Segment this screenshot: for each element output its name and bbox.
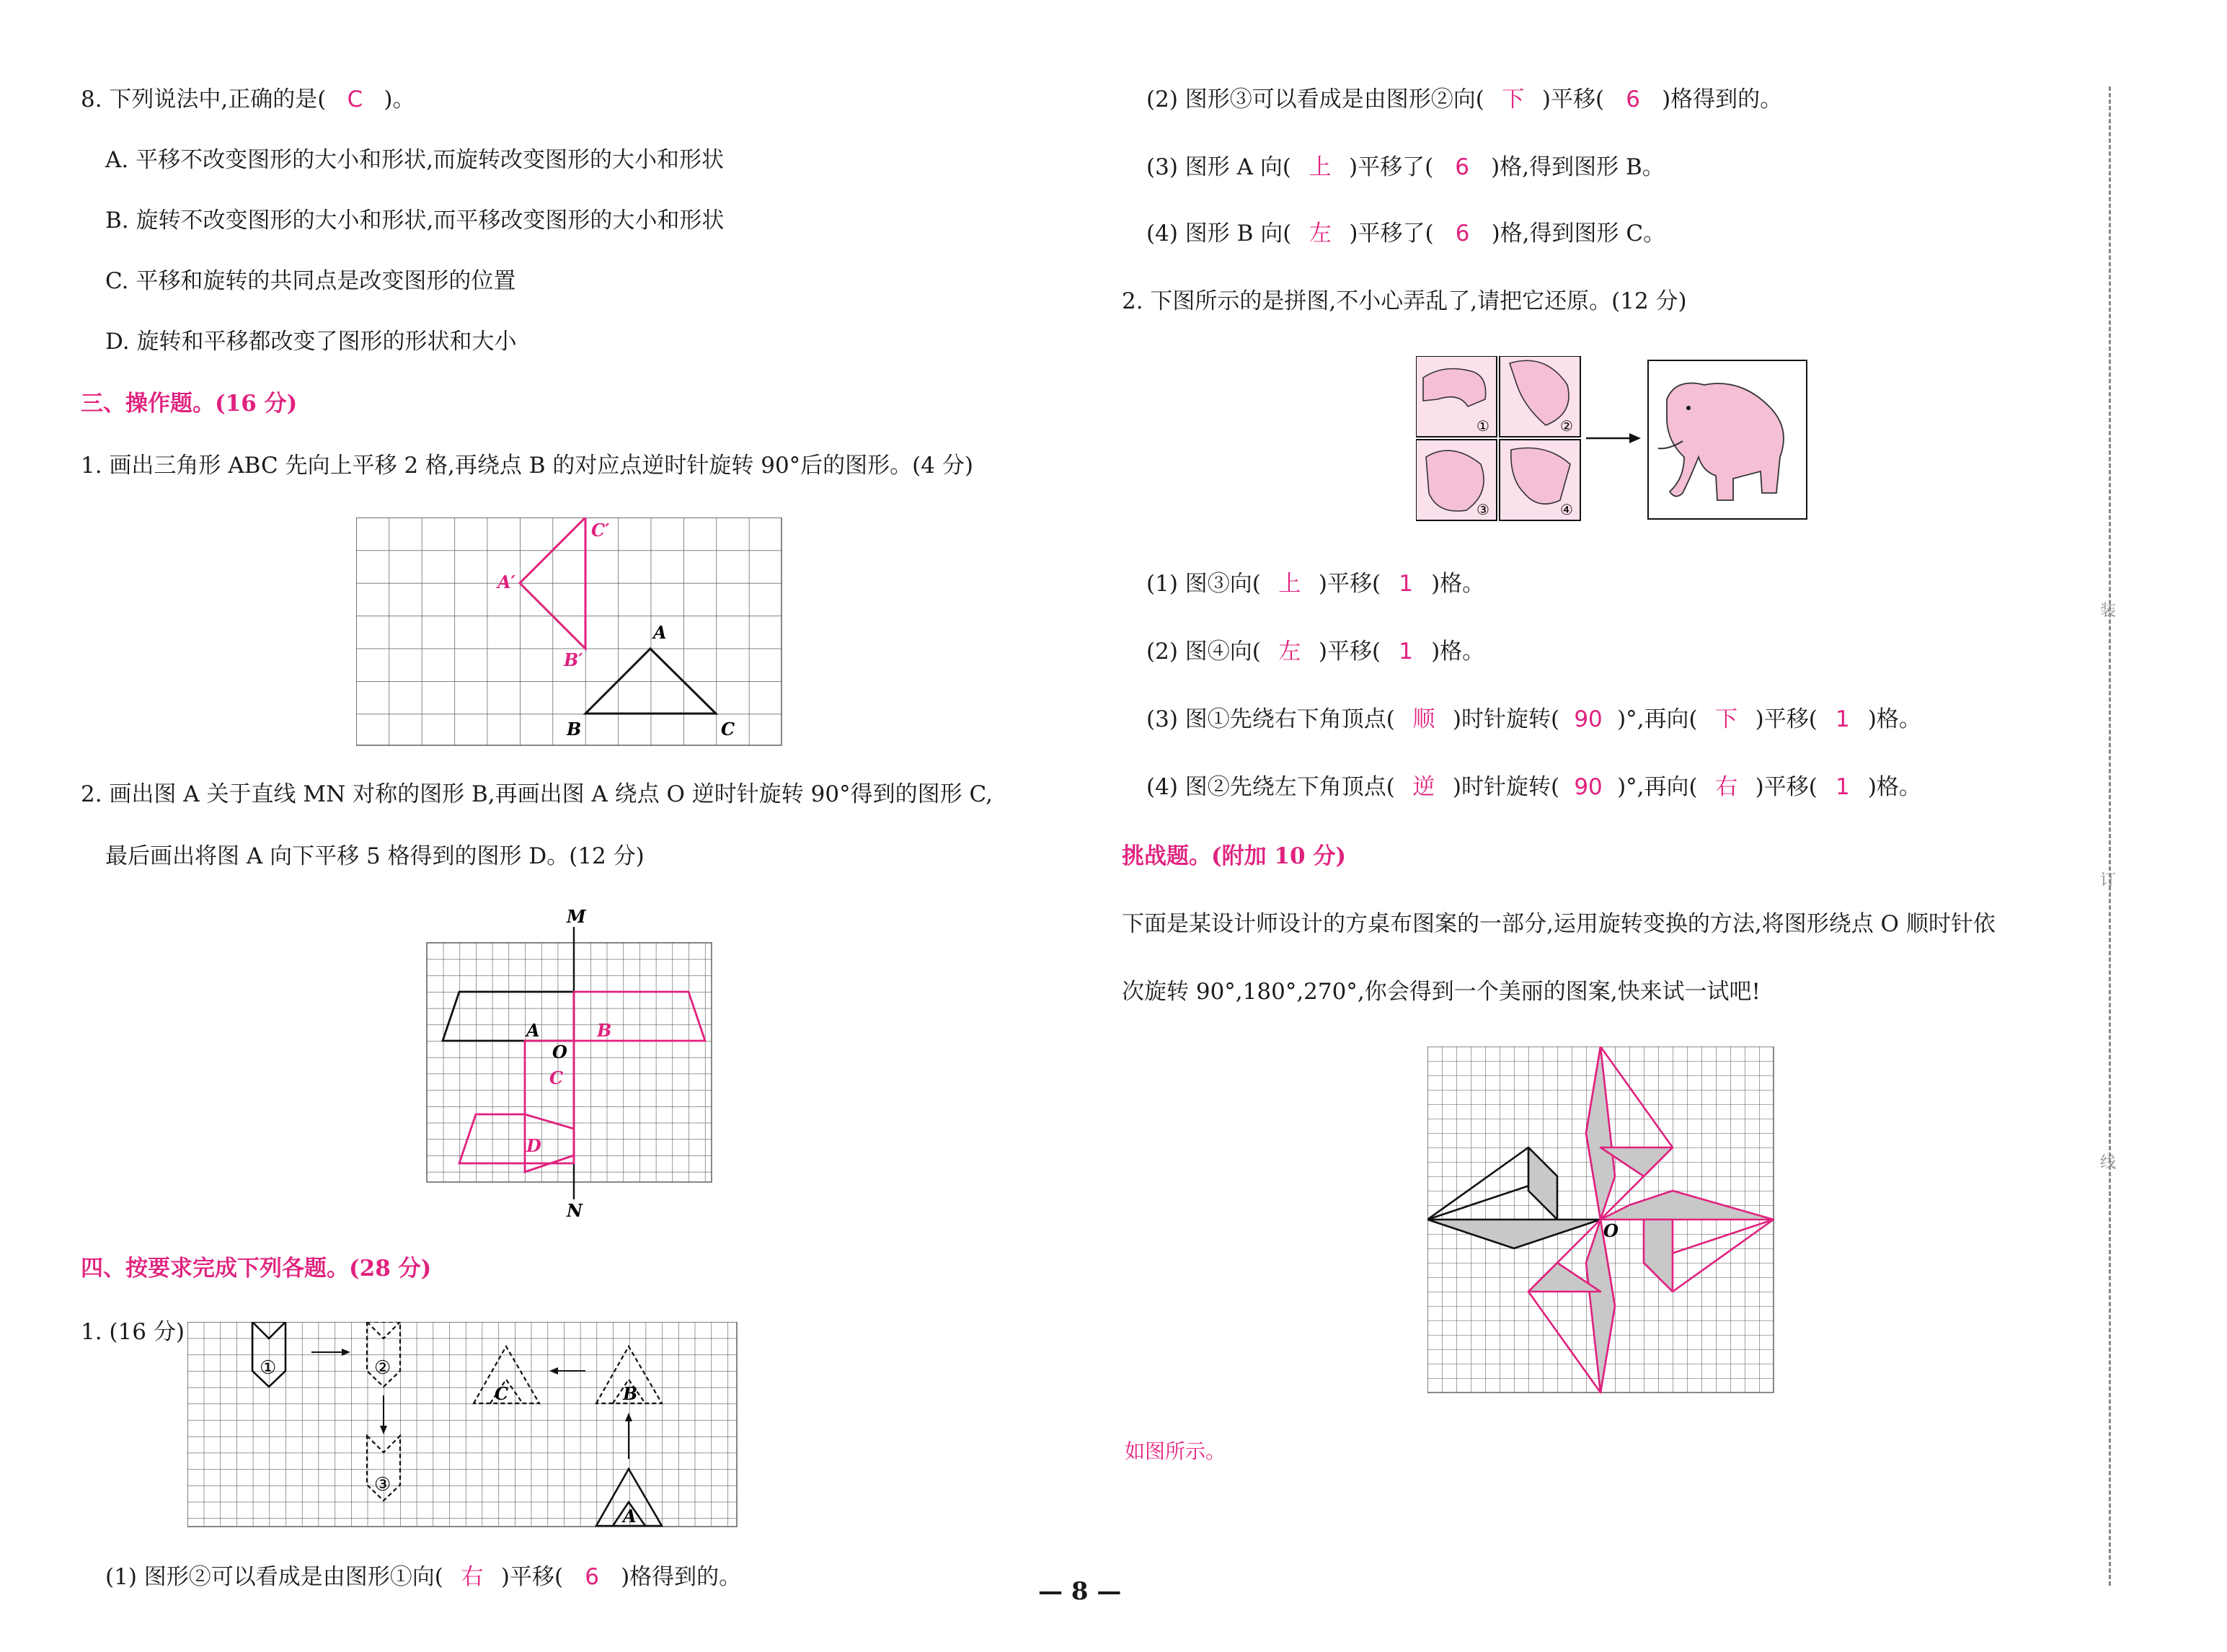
label-circle-1: ① <box>260 1357 277 1379</box>
binding-char-zhuang: 装 <box>2100 602 2117 620</box>
s4-q1-part2: (2) 图形③可以看成是由图形②向( 下 )平移( 6 )格得到的。 <box>1146 86 1783 112</box>
page-number: — 8 — <box>1038 1577 1122 1606</box>
binding-dashed-rule <box>2109 86 2111 1586</box>
label-b-prime: B′ <box>564 649 583 670</box>
label-c-prime: C′ <box>591 520 610 541</box>
section3-heading: 三、操作题。(16 分) <box>81 391 298 417</box>
puzzle-num-4: ④ <box>1560 501 1573 518</box>
challenge-answer: 如图所示。 <box>1125 1439 1226 1463</box>
q8-option-a: A. 平移不改变图形的大小和形状,而旋转改变图形的大小和形状 <box>105 147 724 173</box>
s4-q1-part3: (3) 图形 A 向( 上 )平移了( 6 )格,得到图形 B。 <box>1146 154 1665 180</box>
challenge-line1: 下面是某设计师设计的方桌布图案的一部分,运用旋转变换的方法,将图形绕点 O 顺时针依 <box>1122 911 1996 937</box>
s3-q1: 1. 画出三角形 ABC 先向上平移 2 格,再绕点 B 的对应点逆时针旋转 90°后的图形。(4 分) <box>81 453 973 479</box>
figure-elephant-puzzle <box>1416 356 1811 525</box>
figure-symmetry-grid <box>425 905 722 1220</box>
binding-char-ding: 订 <box>2100 871 2117 889</box>
s4-q1-label: 1. (16 分) <box>81 1319 185 1345</box>
q8-stem: 8. 下列说法中,正确的是( C )。 <box>81 86 415 112</box>
label-o: O <box>552 1042 567 1062</box>
section4-heading: 四、按要求完成下列各题。(28 分) <box>81 1256 432 1282</box>
figure-arrow-translation <box>187 1322 738 1529</box>
s4-q2: 2. 下图所示的是拼图,不小心弄乱了,请把它还原。(12 分) <box>1122 288 1687 314</box>
s4-q2-part3: (3) 图①先绕右下角顶点( 顺 )时针旋转( 90 )°,再向( 下 )平移( 1 )格。 <box>1146 706 1921 732</box>
figure-triangle-rotation <box>356 518 784 747</box>
label-a: A <box>653 622 667 643</box>
label-n: N <box>567 1200 583 1220</box>
puzzle-num-3: ③ <box>1476 501 1489 518</box>
label-c: C <box>549 1067 564 1088</box>
label-c: C <box>495 1383 509 1404</box>
s4-q1-part4: (4) 图形 B 向( 左 )平移了( 6 )格,得到图形 C。 <box>1146 221 1666 247</box>
label-b: B <box>623 1383 638 1404</box>
label-o: O <box>1603 1220 1619 1241</box>
s3-q2-line1: 2. 画出图 A 关于直线 MN 对称的图形 B,再画出图 A 绕点 O 逆时针旋转 90°得到的图形 C, <box>81 781 993 807</box>
label-c: C <box>721 719 735 740</box>
label-circle-3: ③ <box>374 1474 391 1496</box>
puzzle-num-2: ② <box>1560 417 1573 435</box>
q8-answer: C <box>347 86 363 112</box>
label-a: A <box>526 1020 540 1041</box>
puzzle-num-1: ① <box>1476 417 1489 435</box>
s4-q1-part1: (1) 图形②可以看成是由图形①向( 右 )平移( 6 )格得到的。 <box>105 1564 742 1590</box>
s3-q2-line2: 最后画出将图 A 向下平移 5 格得到的图形 D。(12 分) <box>105 843 645 869</box>
figure-pinwheel <box>1427 1047 1775 1394</box>
q8-option-c: C. 平移和旋转的共同点是改变图形的位置 <box>105 268 516 294</box>
label-a-prime: A′ <box>497 572 515 592</box>
label-a: A <box>623 1506 637 1527</box>
label-circle-2: ② <box>374 1357 391 1379</box>
label-m: M <box>567 906 586 927</box>
q8-option-d: D. 旋转和平移都改变了图形的形状和大小 <box>105 329 517 355</box>
challenge-line2: 次旋转 90°,180°,270°,你会得到一个美丽的图案,快来试一试吧! <box>1122 979 1761 1005</box>
label-d: D <box>526 1135 541 1156</box>
s4-q2-part4: (4) 图②先绕左下角顶点( 逆 )时针旋转( 90 )°,再向( 右 )平移( 1 )格。 <box>1146 774 1921 800</box>
binding-char-xian: 线 <box>2100 1154 2117 1172</box>
label-b: B <box>597 1020 612 1041</box>
s4-q2-part1: (1) 图③向( 上 )平移( 1 )格。 <box>1146 571 1485 597</box>
challenge-heading: 挑战题。(附加 10 分) <box>1122 843 1347 869</box>
label-b: B <box>567 719 582 740</box>
q8-option-b: B. 旋转不改变图形的大小和形状,而平移改变图形的大小和形状 <box>105 208 725 234</box>
s4-q2-part2: (2) 图④向( 左 )平移( 1 )格。 <box>1146 639 1485 665</box>
